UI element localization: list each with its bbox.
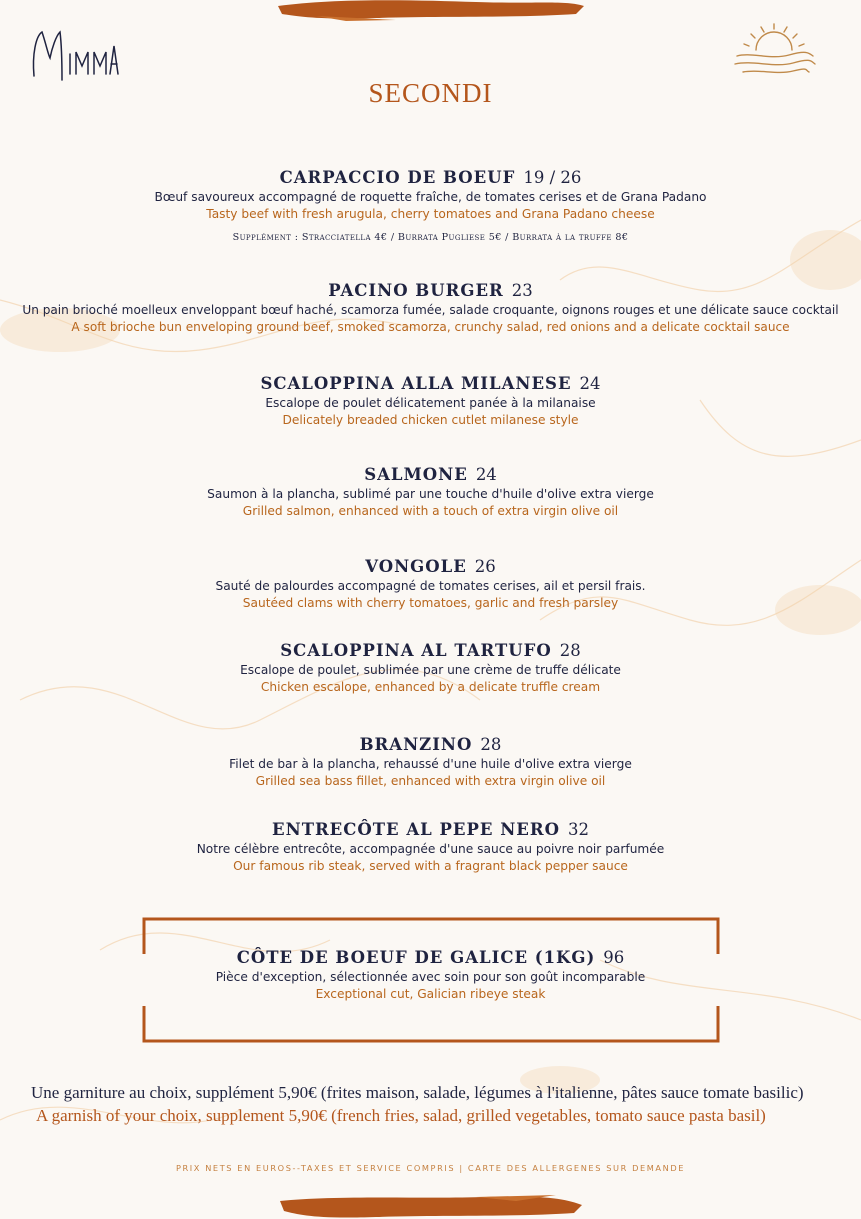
dish-name: CÔTE DE BOEUF DE GALICE (1KG): [236, 948, 596, 967]
dish-name: SCALOPPINA AL TARTUFO: [280, 641, 552, 660]
top-brush-stroke: [276, 0, 586, 22]
dish-description-en: Grilled salmon, enhanced with a touch of extra virgin olive oil: [242, 504, 619, 518]
dish-carpaccio: [0, 167, 861, 245]
dish-description-en: Chicken escalope, enhanced by a delicate truffle cream: [260, 680, 601, 694]
dish-scaloppina-tartufo: [0, 640, 861, 696]
mimma-logo: [28, 24, 120, 86]
dish-name: BRANZINO: [359, 735, 473, 754]
dish-price: 32: [567, 820, 589, 839]
dish-description-fr: Sauté de palourdes accompagné de tomates cerises, ail et persil frais.: [215, 579, 646, 593]
dish-description-fr: Saumon à la plancha, sublimé par une touche d'huile d'olive extra vierge: [207, 487, 654, 501]
dish-scaloppina-milanese: [0, 373, 861, 429]
dish-description-en: A soft brioche bun enveloping ground beef, smoked scamorza, crunchy salad, red onions and a delicate cocktail sauce: [71, 320, 790, 334]
dish-name: SCALOPPINA ALLA MILANESE: [260, 374, 572, 393]
dish-vongole: [0, 556, 861, 612]
sun-waves-icon: [731, 20, 817, 78]
dish-description-fr: Filet de bar à la plancha, rehaussé d'une huile d'olive extra vierge: [229, 757, 632, 771]
dish-price: 24: [579, 374, 601, 393]
dish-supplement: Supplément : Stracciatella 4€ / Burrata Pugliese 5€ / Burrata à la truffe 8€: [232, 232, 629, 243]
dish-name: ENTRECÔTE AL PEPE NERO: [272, 820, 560, 839]
dish-description-fr: Un pain brioché moelleux enveloppant bœuf haché, scamorza fumée, salade croquante, oignons rouges et une délicate sauce cocktail: [22, 303, 839, 317]
bottom-brush-stroke: [276, 1193, 586, 1219]
dish-description-en: Tasty beef with fresh arugula, cherry tomatoes and Grana Padano cheese: [206, 207, 655, 221]
dish-price: 28: [559, 641, 581, 660]
dish-price: 28: [480, 735, 502, 754]
dish-description-en: Our famous rib steak, served with a fragrant black pepper sauce: [233, 859, 628, 873]
dish-price: 23: [511, 281, 533, 300]
dish-salmone: [0, 464, 861, 520]
dish-name: VONGOLE: [365, 557, 467, 576]
garnish-note-en: A garnish of your choix, supplement 5,90€ (french fries, salad, grilled vegetables, tomato sauce pasta basil): [36, 1106, 766, 1125]
dish-description-fr: Notre célèbre entrecôte, accompagnée d'une sauce au poivre noir parfumée: [196, 842, 665, 856]
dish-description-en: Grilled sea bass fillet, enhanced with extra virgin olive oil: [255, 774, 606, 788]
dish-entrecote: [0, 819, 861, 875]
section-title: SECONDI: [368, 78, 493, 108]
dish-description-fr: Pièce d'exception, sélectionnée avec soin pour son goût incomparable: [215, 970, 646, 984]
dish-description-fr: Bœuf savoureux accompagné de roquette fraîche, de tomates cerises et de Grana Padano: [154, 190, 707, 204]
dish-price: 26: [474, 557, 496, 576]
dish-price: 96: [603, 948, 625, 967]
dish-pacino-burger: [0, 280, 861, 336]
dish-description-fr: Escalope de poulet délicatement panée à la milanaise: [265, 396, 596, 410]
dish-branzino: [0, 734, 861, 790]
dish-description-en: Delicately breaded chicken cutlet milanese style: [282, 413, 579, 427]
footer-note: PRIX NETS EN EUROS--TAXES ET SERVICE COMPRIS | CARTE DES ALLERGENES SUR DEMANDE: [175, 1163, 686, 1173]
dish-name: PACINO BURGER: [328, 281, 504, 300]
garnish-note-fr: Une garniture au choix, supplément 5,90€ (frites maison, salade, légumes à l'italienne, pâtes sauce tomate basilic): [31, 1083, 804, 1102]
dish-name: CARPACCIO DE BOEUF: [279, 168, 516, 187]
dish-cote-de-boeuf: [0, 947, 861, 1003]
dish-description-fr: Escalope de poulet, sublimée par une crème de truffe délicate: [240, 663, 621, 677]
dish-name: SALMONE: [364, 465, 468, 484]
dish-description-en: Exceptional cut, Galician ribeye steak: [315, 987, 546, 1001]
dish-description-en: Sautéed clams with cherry tomatoes, garlic and fresh parsley: [242, 596, 619, 610]
dish-price: 24: [475, 465, 497, 484]
dish-price: 19 / 26: [523, 168, 582, 187]
